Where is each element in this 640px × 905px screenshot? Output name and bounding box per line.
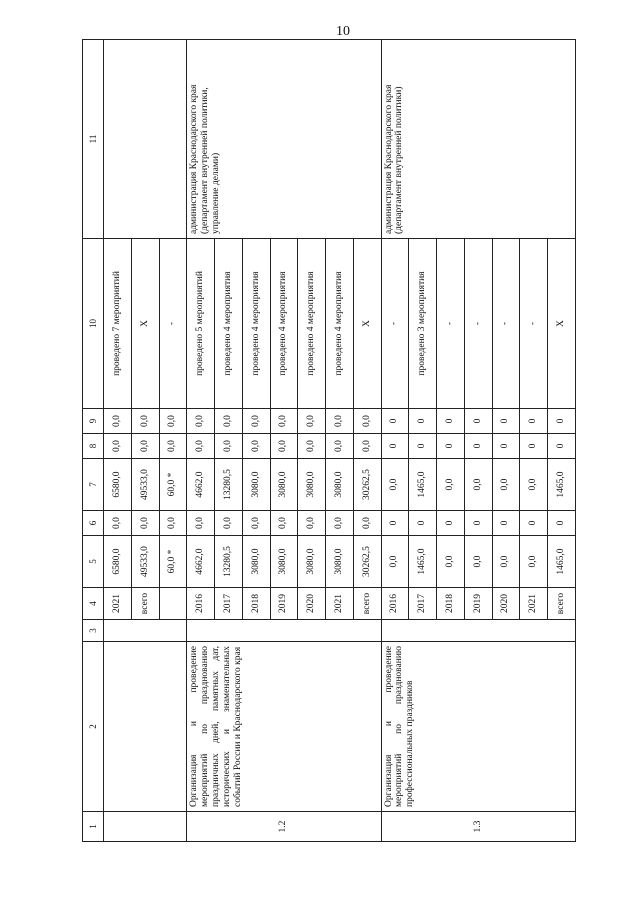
table-row: [187, 40, 215, 842]
value-cell-c5: 3080,0: [326, 536, 354, 588]
year-cell: всего: [548, 588, 576, 620]
value-cell-c8: 0,0: [104, 434, 132, 459]
value-cell-c7: 4662,0: [187, 459, 215, 511]
value-cell-c9: 0: [464, 409, 492, 434]
col3-cell: [381, 620, 576, 642]
header-cell-8: 8: [83, 434, 104, 459]
rotated-table-container: [82, 40, 576, 842]
value-cell-c6: 0: [464, 511, 492, 536]
year-cell: 2020: [298, 588, 326, 620]
name-cell: [104, 642, 187, 812]
value-cell-c7: 1465,0: [409, 459, 437, 511]
value-cell-c9: 0,0: [298, 409, 326, 434]
value-cell-c9: 0,0: [131, 409, 159, 434]
value-cell-c10: проведено 4 мероприятия: [270, 239, 298, 409]
value-cell-c5: 4662,0: [187, 536, 215, 588]
year-cell: 2016: [187, 588, 215, 620]
value-cell-c9: 0: [492, 409, 520, 434]
num-cell: [104, 812, 187, 842]
value-cell-c5: 3080,0: [298, 536, 326, 588]
value-cell-c10: X: [548, 239, 576, 409]
value-cell-c10: проведено 7 мероприятий: [104, 239, 132, 409]
year-cell: 2018: [437, 588, 465, 620]
header-cell-5: 5: [83, 536, 104, 588]
value-cell-c7: 1465,0: [548, 459, 576, 511]
value-cell-c8: 0: [409, 434, 437, 459]
value-cell-c5: 30262,5: [353, 536, 381, 588]
value-cell-c8: 0: [520, 434, 548, 459]
year-cell: 2016: [381, 588, 409, 620]
value-cell-c8: 0,0: [326, 434, 354, 459]
value-cell-c10: проведено 3 мероприятия: [409, 239, 437, 409]
table-row: [381, 40, 409, 842]
year-cell: всего: [131, 588, 159, 620]
value-cell-c8: 0,0: [187, 434, 215, 459]
value-cell-c5: 60,0 *: [159, 536, 187, 588]
header-cell-7: 7: [83, 459, 104, 511]
header-cell-11: 11: [83, 40, 104, 239]
item-name: Организация и проведение мероприятий по празднованию профессиональных праздников: [381, 642, 576, 812]
value-cell-c9: 0: [381, 409, 409, 434]
value-cell-c8: 0,0: [242, 434, 270, 459]
value-cell-c10: -: [437, 239, 465, 409]
value-cell-c8: 0,0: [353, 434, 381, 459]
value-cell-c7: 0,0: [464, 459, 492, 511]
header-cell-1: 1: [83, 812, 104, 842]
value-cell-c9: 0: [548, 409, 576, 434]
year-cell: всего: [353, 588, 381, 620]
value-cell-c6: 0,0: [159, 511, 187, 536]
year-cell: 2021: [326, 588, 354, 620]
item-number: 1.2: [187, 812, 381, 842]
value-cell-c8: 0,0: [131, 434, 159, 459]
value-cell-c10: проведено 5 мероприятий: [187, 239, 215, 409]
header-cell-6: 6: [83, 511, 104, 536]
value-cell-c5: 13280,5: [215, 536, 243, 588]
value-cell-c10: проведено 4 мероприятия: [298, 239, 326, 409]
year-cell: 2017: [215, 588, 243, 620]
header-cell-2: 2: [83, 642, 104, 812]
year-cell: 2020: [492, 588, 520, 620]
value-cell-c7: 3080,0: [242, 459, 270, 511]
value-cell-c9: 0: [437, 409, 465, 434]
value-cell-c7: 3080,0: [298, 459, 326, 511]
value-cell-c10: -: [492, 239, 520, 409]
value-cell-c5: 0,0: [492, 536, 520, 588]
value-cell-c6: 0: [409, 511, 437, 536]
value-cell-c8: 0: [437, 434, 465, 459]
value-cell-c7: 3080,0: [270, 459, 298, 511]
year-cell: 2019: [464, 588, 492, 620]
value-cell-c7: 6580,0: [104, 459, 132, 511]
value-cell-c10: проведено 4 мероприятия: [242, 239, 270, 409]
program-activities-table: [82, 39, 576, 842]
value-cell-c5: 0,0: [520, 536, 548, 588]
value-cell-c10: X: [353, 239, 381, 409]
value-cell-c10: проведено 4 мероприятия: [326, 239, 354, 409]
header-cell-9: 9: [83, 409, 104, 434]
value-cell-c7: 60,0 *: [159, 459, 187, 511]
value-cell-c10: -: [520, 239, 548, 409]
value-cell-c8: 0: [492, 434, 520, 459]
year-cell: 2017: [409, 588, 437, 620]
value-cell-c6: 0,0: [215, 511, 243, 536]
header-row: [83, 40, 104, 842]
value-cell-c8: 0,0: [298, 434, 326, 459]
value-cell-c7: 3080,0: [326, 459, 354, 511]
value-cell-c8: 0,0: [270, 434, 298, 459]
item-name: Организация и проведение мероприятий по празднованию праздничных дней, памятных дат, исторических и знаменательных событий России и Краснодарского края: [187, 642, 381, 812]
value-cell-c7: 0,0: [437, 459, 465, 511]
value-cell-c5: 3080,0: [242, 536, 270, 588]
header-cell-10: 10: [83, 239, 104, 409]
executor-cell: [104, 40, 187, 239]
value-cell-c7: 49533,0: [131, 459, 159, 511]
value-cell-c9: 0,0: [242, 409, 270, 434]
value-cell-c9: 0,0: [215, 409, 243, 434]
value-cell-c7: 0,0: [492, 459, 520, 511]
value-cell-c6: 0: [381, 511, 409, 536]
value-cell-c8: 0,0: [159, 434, 187, 459]
value-cell-c5: 1465,0: [409, 536, 437, 588]
value-cell-c8: 0,0: [215, 434, 243, 459]
value-cell-c10: -: [464, 239, 492, 409]
value-cell-c9: 0,0: [270, 409, 298, 434]
value-cell-c5: 0,0: [437, 536, 465, 588]
value-cell-c7: 30262,5: [353, 459, 381, 511]
value-cell-c5: 1465,0: [548, 536, 576, 588]
table-row: [104, 40, 132, 842]
value-cell-c5: 6580,0: [104, 536, 132, 588]
value-cell-c10: -: [381, 239, 409, 409]
value-cell-c10: -: [159, 239, 187, 409]
year-cell: 2021: [104, 588, 132, 620]
value-cell-c9: 0,0: [326, 409, 354, 434]
item-executor: администрация Краснодарского края (департамент внутренней политики, управление делами): [187, 40, 381, 239]
value-cell-c9: 0,0: [353, 409, 381, 434]
value-cell-c6: 0,0: [242, 511, 270, 536]
value-cell-c6: 0,0: [326, 511, 354, 536]
value-cell-c8: 0: [548, 434, 576, 459]
value-cell-c7: 0,0: [381, 459, 409, 511]
value-cell-c6: 0,0: [104, 511, 132, 536]
value-cell-c6: 0: [548, 511, 576, 536]
header-cell-4: 4: [83, 588, 104, 620]
year-cell: 2021: [520, 588, 548, 620]
value-cell-c5: 3080,0: [270, 536, 298, 588]
item-executor: администрация Краснодарского края (департамент внутренней политики): [381, 40, 576, 239]
table-body: [83, 40, 576, 842]
col3-cell: [104, 620, 187, 642]
value-cell-c7: 13280,5: [215, 459, 243, 511]
item-number: 1.3: [381, 812, 576, 842]
year-cell: 2018: [242, 588, 270, 620]
page-number: 10: [336, 24, 350, 39]
value-cell-c6: 0: [492, 511, 520, 536]
value-cell-c6: 0,0: [353, 511, 381, 536]
col3-cell: [187, 620, 381, 642]
value-cell-c6: 0: [520, 511, 548, 536]
header-cell-3: 3: [83, 620, 104, 642]
value-cell-c6: 0: [437, 511, 465, 536]
value-cell-c6: 0,0: [270, 511, 298, 536]
value-cell-c8: 0: [464, 434, 492, 459]
value-cell-c9: 0: [520, 409, 548, 434]
year-cell: 2019: [270, 588, 298, 620]
value-cell-c9: 0,0: [187, 409, 215, 434]
value-cell-c5: 49533,0: [131, 536, 159, 588]
value-cell-c10: проведено 4 мероприятия: [215, 239, 243, 409]
value-cell-c8: 0: [381, 434, 409, 459]
value-cell-c7: 0,0: [520, 459, 548, 511]
value-cell-c6: 0,0: [131, 511, 159, 536]
value-cell-c5: 0,0: [381, 536, 409, 588]
value-cell-c6: 0,0: [187, 511, 215, 536]
value-cell-c6: 0,0: [298, 511, 326, 536]
value-cell-c5: 0,0: [464, 536, 492, 588]
value-cell-c9: 0: [409, 409, 437, 434]
value-cell-c10: X: [131, 239, 159, 409]
year-cell: [159, 588, 187, 620]
value-cell-c9: 0,0: [104, 409, 132, 434]
value-cell-c9: 0,0: [159, 409, 187, 434]
